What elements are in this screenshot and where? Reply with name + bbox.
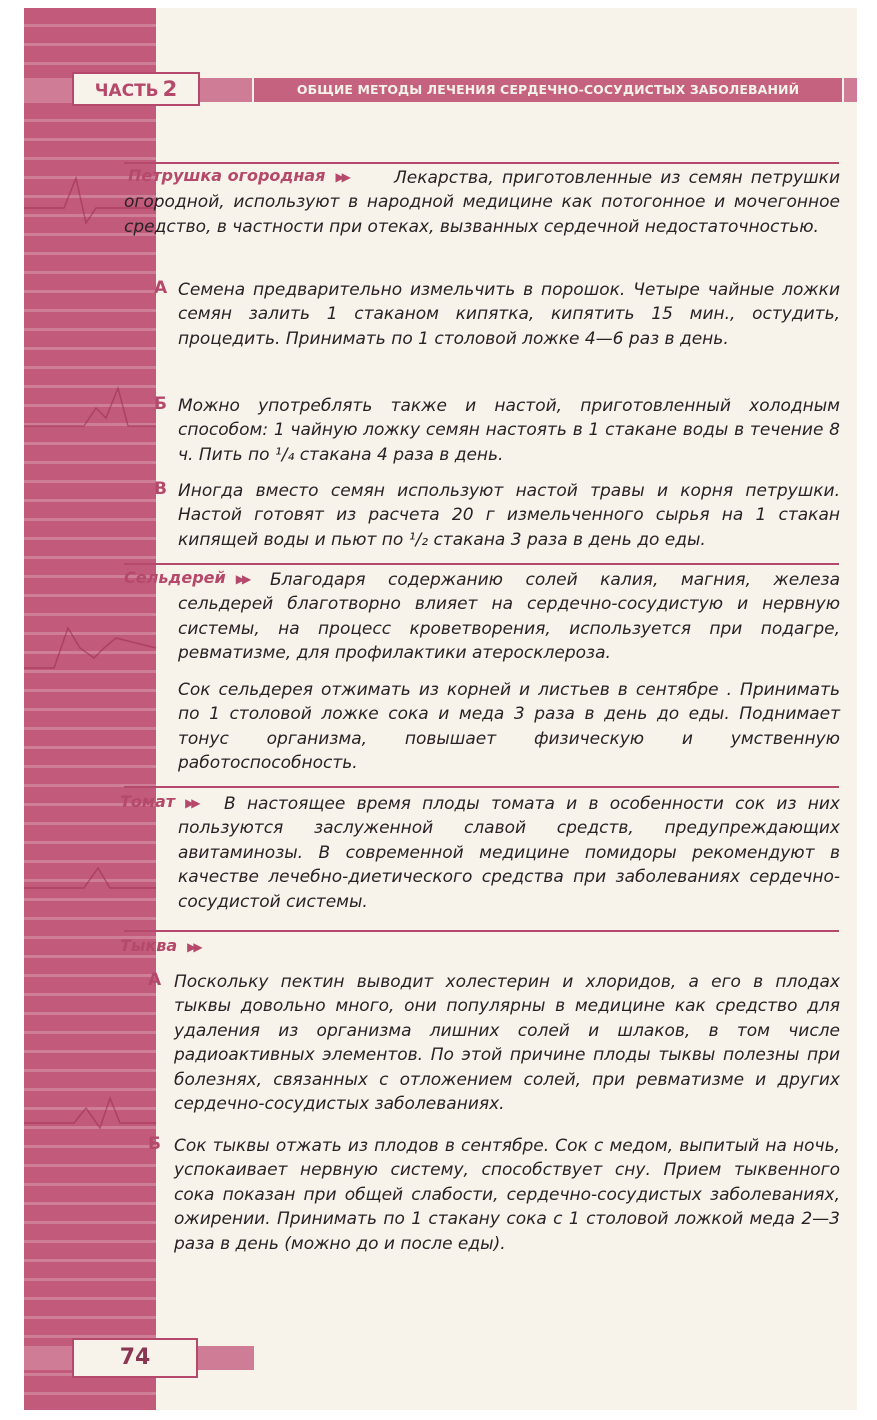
parsley-intro: Лекарства, приготовленные из семян петрушки огородной, используют в народной медицине как потогонное и мочегонное средство, в частности при отеках, вызванных сердечной недостаточностью.	[124, 168, 840, 237]
page-number: 74	[72, 1338, 198, 1378]
parsley-letter-c: В	[154, 479, 167, 499]
book-page	[24, 8, 857, 1410]
entry-title-text: Петрушка огородная	[128, 166, 326, 185]
pumpkin-letter-b: Б	[148, 1134, 161, 1154]
double-arrow-icon: ▶▶	[235, 572, 249, 586]
double-arrow-icon: ▶▶	[335, 170, 348, 184]
double-arrow-icon: ▶▶	[187, 940, 200, 954]
entry-rule	[124, 930, 839, 932]
pumpkin-letter-a: А	[148, 970, 162, 990]
parsley-recipe-a: Семена предварительно измельчить в порошок. Четыре чайные ложки семян залить 1 стаканом кипятка, кипятить 15 мин., остудить, процедить. Принимать по 1 столовой ложке 4—6 раз в день.	[178, 280, 840, 349]
entry-rule	[124, 162, 839, 164]
entry-title-text: Томат	[120, 792, 176, 811]
entry-title-text: Тыква	[120, 936, 178, 955]
part-number: 2	[162, 77, 178, 101]
parsley-letter-a: А	[154, 278, 168, 298]
celery-intro: Благодаря содержанию солей калия, магния, железа сельдерей благотворно влияет на сердечно-сосудистую и нервную системы, на процесс кроветворения, используется при подагре, ревматизме, для профилактики атеросклероза.	[178, 570, 840, 664]
tomato-intro: В настоящее время плоды томата и в особенности сок из них пользуются заслуженной славой средств, предупреждающих авитаминозы. В современной медицине помидоры рекомендуют в качестве лечебно-диетического средства при заболеваниях сердечно-сосудистой системы.	[178, 794, 840, 912]
celery-juice: Сок сельдерея отжимать из корней и листьев в сентябре . Принимать по 1 столовой ложке сока и меда 3 раза в день до еды. Поднимает тонус организма, повышает физическую и умственную работоспособность.	[178, 680, 840, 774]
part-label	[72, 72, 200, 106]
pumpkin-recipe-b: Сок тыквы отжать из плодов в сентябре. Сок с медом, выпитый на ночь, успокаивает нервную систему, способствует сну. Прием тыквенного сока показан при общей слабости, сердечно-сосудистых заболеваниях, ожирении. Принимать по 1 стакану сока с 1 столовой ложкой меда 2—3 раза в день (можно до и после еды).	[174, 1136, 840, 1254]
pumpkin-recipe-a: Поскольку пектин выводит холестерин и хлоридов, а его в плодах тыквы довольно много, они популярны в медицине как средство для удаления из организма лишних солей и шлаков, в том числе радиоактивных элементов. По этой причине плоды тыквы полезны при болезнях, связанных с отложением солей, при ревматизме и других сердечно-сосудистых заболеваниях.	[174, 972, 840, 1115]
part-label-text: ЧАСТЬ	[94, 81, 159, 101]
entry-title-pumpkin	[120, 936, 206, 955]
parsley-recipe-b: Можно употреблять также и настой, приготовленный холодным способом: 1 чайную ложку семян настоять в 1 стакане воды в течение 8 ч. Пить по ¹/₄ стакана 4 раза в день.	[178, 396, 840, 465]
entry-rule	[124, 786, 839, 788]
entry-title-text: Сельдерей	[124, 568, 226, 587]
double-arrow-icon: ▶▶	[185, 796, 198, 810]
parsley-letter-b: Б	[154, 394, 167, 414]
parsley-recipe-c: Иногда вместо семян используют настой травы и корня петрушки. Настой готовят из расчета 20 г измельченного сырья на 1 стакан кипящей воды и пьют по ¹/₂ стакана 3 раза в день до еды.	[178, 481, 840, 550]
entry-rule	[124, 563, 839, 565]
chapter-title: ОБЩИЕ МЕТОДЫ ЛЕЧЕНИЯ СЕРДЕЧНО-СОСУДИСТЫХ ЗАБОЛЕВАНИЙ	[252, 76, 844, 104]
